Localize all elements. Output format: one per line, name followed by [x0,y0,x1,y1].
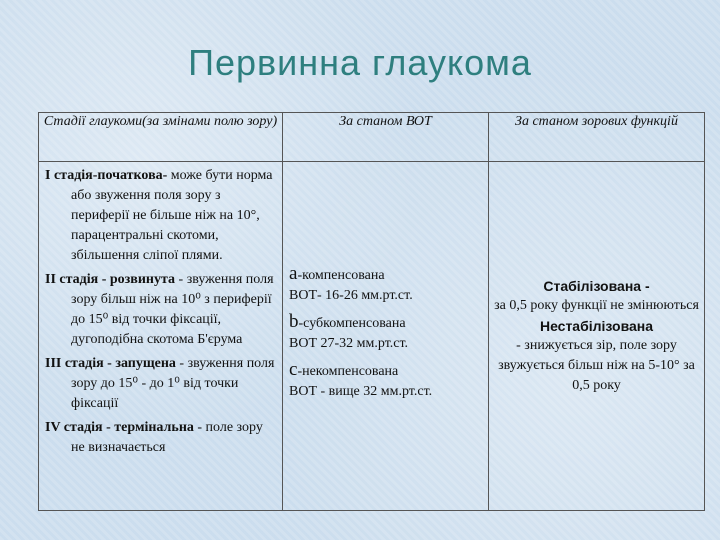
unstable-desc: - знижується зір, поле зору звужується більш ніж на 5-10° за 0,5 року [498,338,695,393]
iop-b: b-субкомпенсована ВОТ 27-32 мм.рт.ст. [289,311,409,351]
header-stages: Стадії глаукоми(за змінами полю зору) [39,113,283,162]
iop-a: а-компенсована ВОТ- 16-26 мм.рт.ст. [289,263,413,303]
stages-cell [39,162,283,511]
header-iop: За станом ВОТ [283,113,489,162]
unstable-title: Нестабілізована [539,318,654,334]
visual-cell [489,162,705,511]
stage-3: ІІІ стадія - запущена - звуження поля зору до 15⁰ - до 1⁰ від точки фіксації [45,356,275,411]
table-header-row [39,113,705,162]
iop-cell [283,162,489,511]
slide-title: Первинна глаукома [188,42,532,83]
table-body-row [39,162,705,511]
stage-2: ІІ стадія - розвинута - звуження поля зору більш ніж на 10⁰ з периферії до 15⁰ від точки фіксації, дугоподібна скотома Б'єрума [45,272,274,347]
stable-desc: за 0,5 року функції не змінюються [494,298,699,313]
iop-c: с-некомпенсована ВОТ - вище 32 мм.рт.ст. [289,359,433,399]
stable-title: Стабілізована - [543,278,650,294]
glaucoma-table [38,112,705,511]
stage-1: І стадія-початкова- може бути норма або звуження поля зору з периферії не більше ніж на 10°, парацентральні скотоми, збільшення сліпої плями. [45,168,273,263]
header-visual: За станом зорових функцій [489,113,705,162]
stage-4: ІV стадія - термінальна - поле зору не визначається [45,420,263,455]
